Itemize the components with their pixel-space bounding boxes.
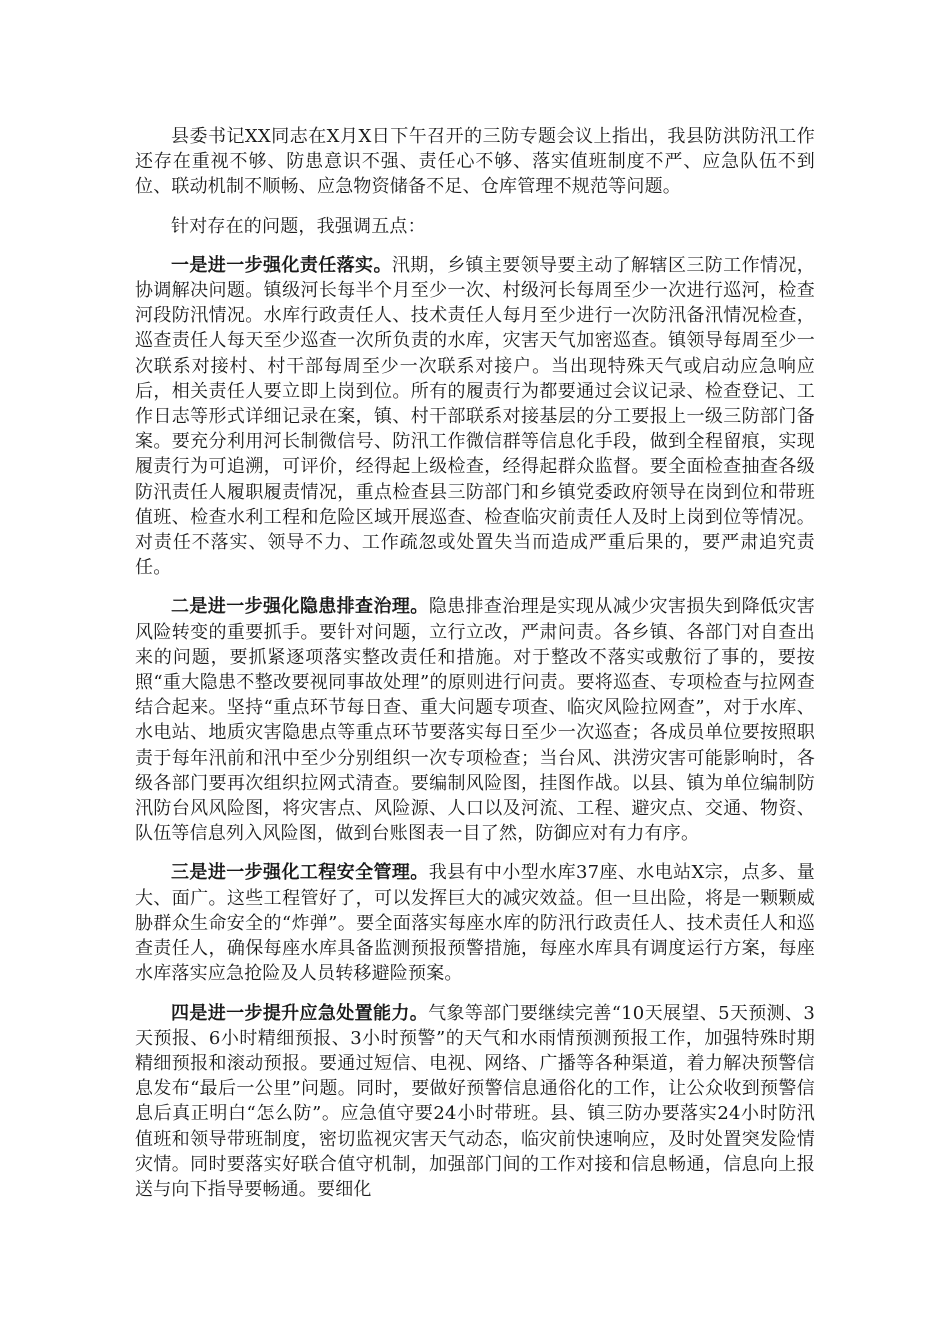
paragraph-intro [135,124,815,200]
paragraph-transition [135,214,815,239]
paragraph-text: 气象等部门要继续完善“10天展望、5天预测、3天预报、6小时精细预报、3小时预警”的天气和水雨情预测预报工作，加强特殊时期精细预报和滚动预报。要通过短信、电视、网络、广播等各种渠道，着力解决预警信息发布“最后一公里”问题。同时，要做好预警信息通俗化的工作，让公众收到预警信息后真正明白“怎么防”。应急值守要24小时带班。县、镇三防办要落实24小时防汛值班和领导带班制度，密切监视灾害天气动态，临灾前快速响应，及时处置突发险情灾情。同时要落实好联合值守机制，加强部门间的工作对接和信息畅通，信息向上报送与向下指导要畅通。要细化 [135,1002,815,1200]
paragraph-lead: 二是进一步强化隐患排查治理。 [171,596,429,618]
paragraph-lead: 四是进一步提升应急处置能力。 [171,1002,429,1024]
paragraph-text: 针对存在的问题，我强调五点： [171,215,426,237]
paragraph-point-1 [135,253,815,581]
paragraph-point-3 [135,860,815,986]
document-body [135,124,815,1216]
paragraph-text: 汛期，乡镇主要领导要主动了解辖区三防工作情况，协调解决问题。镇级河长每半个月至少一次、村级河长每周至少一次进行巡河，检查河段防汛情况。水库行政责任人、技术责任人每月至少进行一次防汛备汛情况检查，巡查责任人每天至少巡查一次所负责的水库，灾害天气加密巡查。镇领导每周至少一次联系对接村、村干部每周至少一次联系对接户。当出现特殊天气或启动应急响应后，相关责任人要立即上岗到位。所有的履责行为都要通过会议记录、检查登记、工作日志等形式详细记录在案，镇、村干部联系对接基层的分工要报上一级三防部门备案。要充分利用河长制微信号、防汛工作微信群等信息化手段，做到全程留痕，实现履责行为可追溯，可评价，经得起上级检查，经得起群众监督。要全面检查抽查各级防汛责任人履职履责情况，重点检查县三防部门和乡镇党委政府领导在岗到位和带班值班、检查水利工程和危险区域开展巡查、检查临灾前责任人及时上岗到位等情况。对责任不落实、领导不力、工作疏忽或处置失当而造成严重后果的，要严肃追究责任。 [135,254,815,579]
paragraph-point-2 [135,594,815,846]
paragraph-text: 隐患排查治理是实现从减少灾害损失到降低灾害风险转变的重要抓手。要针对问题，立行立改，严肃问责。各乡镇、各部门对自查出来的问题，要抓紧逐项落实整改责任和措施。对于整改不落实或敷衍了事的，要按照“重大隐患不整改要视同事故处理”的原则进行问责。要将巡查、专项检查与拉网查结合起来。坚持“重点环节每日查、重大问题专项查、临灾风险拉网查”，对于水库、水电站、地质灾害隐患点等重点环节要落实每日至少一次巡查；各成员单位要按照职责于每年汛前和汛中至少分别组织一次专项检查；当台风、洪涝灾害可能影响时，各级各部门要再次组织拉网式清查。要编制风险图，挂图作战。以县、镇为单位编制防汛防台风风险图，将灾害点、风险源、人口以及河流、工程、避灾点、交通、物资、队伍等信息列入风险图，做到台账图表一目了然，防御应对有力有序。 [135,596,815,845]
paragraph-point-4 [135,1001,815,1203]
paragraph-lead: 一是进一步强化责任落实。 [171,254,392,276]
paragraph-lead: 三是进一步强化工程安全管理。 [171,862,429,884]
paragraph-text: 县委书记XX同志在X月X日下午召开的三防专题会议上指出，我县防洪防汛工作还存在重视不够、防患意识不强、责任心不够、落实值班制度不严、应急队伍不到位、联动机制不顺畅、应急物资储备不足、仓库管理不规范等问题。 [135,126,815,198]
paragraph-text: 我县有中小型水库37座、水电站X宗，点多、量大、面广。这些工程管好了，可以发挥巨大的减灾效益。但一旦出险，将是一颗颗威胁群众生命安全的“炸弹”。要全面落实每座水库的防汛行政责任人、技术责任人和巡查责任人，确保每座水库具备监测预报预警措施，每座水库具有调度运行方案，每座水库落实应急抢险及人员转移避险预案。 [135,862,815,985]
